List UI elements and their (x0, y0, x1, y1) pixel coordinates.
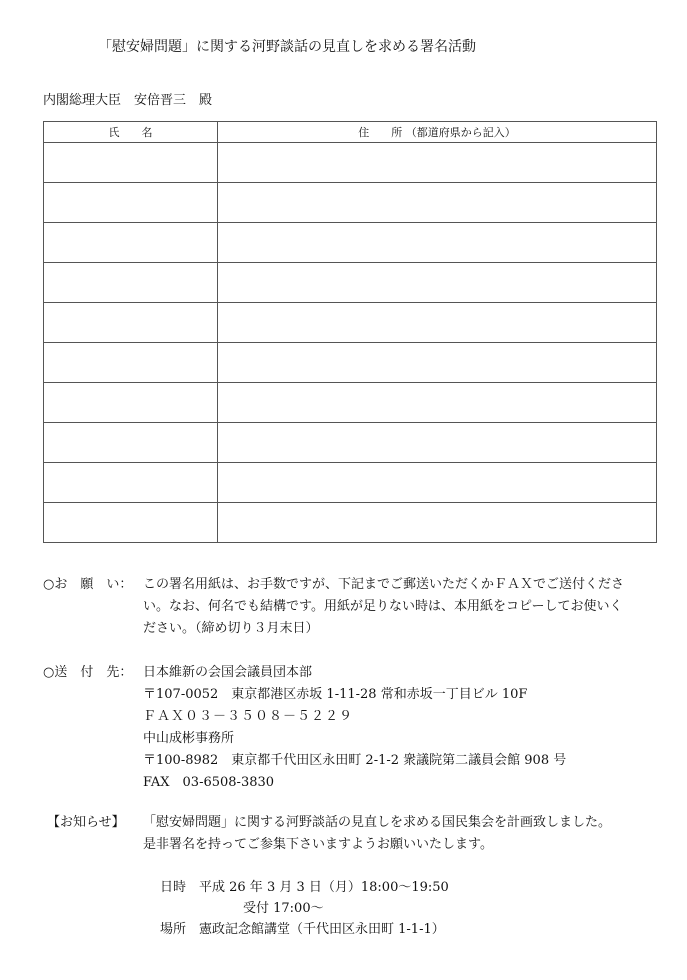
page-title: 「慰安婦問題」に関する河野談話の見直しを求める署名活動 (98, 39, 476, 55)
notice-line-1: 「慰安婦問題」に関する河野談話の見直しを求める国民集会を計画致しました。 (143, 815, 612, 830)
event-reception: 受付 17:00～ (243, 901, 324, 916)
signature-name-cell[interactable] (44, 303, 218, 343)
signature-address-cell[interactable] (218, 143, 657, 183)
signature-address-cell[interactable] (218, 263, 657, 303)
event-venue: 場所 憲政記念館講堂（千代田区永田町 1-1-1） (160, 922, 445, 937)
notice-label: 【お知らせ】 (47, 815, 125, 830)
signature-name-cell[interactable] (44, 503, 218, 543)
signature-address-cell[interactable] (218, 423, 657, 463)
signature-rows (44, 143, 657, 543)
send-to-office: 中山成彬事務所 (143, 731, 235, 746)
name-column-header: 氏 名 (44, 122, 218, 143)
signature-name-cell[interactable] (44, 383, 218, 423)
notice-line-2: 是非署名を持ってご参集下さいますようお願いいたします。 (143, 837, 493, 852)
signature-row (44, 183, 657, 223)
signature-row (44, 503, 657, 543)
address-header-note: （都道府県から記入） (405, 126, 516, 139)
signature-name-cell[interactable] (44, 463, 218, 503)
request-line-3: ださい。（締め切り３月末日） (143, 621, 319, 636)
signature-name-cell[interactable] (44, 143, 218, 183)
signature-address-cell[interactable] (218, 303, 657, 343)
signature-name-cell[interactable] (44, 343, 218, 383)
signature-name-cell[interactable] (44, 423, 218, 463)
address-header-label: 住 所 (358, 126, 403, 139)
signature-address-cell[interactable] (218, 343, 657, 383)
address-column-header (218, 122, 657, 143)
signature-address-cell[interactable] (218, 503, 657, 543)
signature-name-cell[interactable] (44, 183, 218, 223)
send-to-office-address: 〒100-8982 東京都千代田区永田町 2-1-2 衆議院第二議員会館 908 号 (143, 753, 567, 768)
request-label: ○お 願 い： (43, 577, 133, 592)
request-line-2: い。なお、何名でも結構です。用紙が足りない時は、本用紙をコピーしてお使いく (143, 599, 623, 614)
signature-name-cell[interactable] (44, 223, 218, 263)
send-to-office-fax: FAX 03-6508-3830 (143, 775, 275, 790)
signature-address-cell[interactable] (218, 463, 657, 503)
send-to-org-fax: ＦＡＸ０３－３５０８－５２２９ (143, 709, 354, 724)
event-date: 日時 平成 26 年 3 月 3 日（月）18:00～19:50 (160, 880, 449, 895)
signature-row (44, 463, 657, 503)
send-to-org: 日本維新の会国会議員団本部 (143, 665, 313, 680)
send-to-org-address: 〒107-0052 東京都港区赤坂 1-11-28 常和赤坂一丁目ビル 10F (143, 687, 528, 702)
signature-name-cell[interactable] (44, 263, 218, 303)
signature-row (44, 263, 657, 303)
request-line-1: この署名用紙は、お手数ですが、下記までご郵送いただくかＦＡＸでご送付くださ (143, 577, 625, 592)
signature-row (44, 223, 657, 263)
signature-row (44, 303, 657, 343)
signature-row (44, 143, 657, 183)
send-to-label: ○送 付 先： (43, 665, 133, 680)
signature-address-cell[interactable] (218, 223, 657, 263)
signature-row (44, 423, 657, 463)
signature-table (43, 121, 657, 543)
signature-row (44, 343, 657, 383)
signature-row (44, 383, 657, 423)
signature-address-cell[interactable] (218, 383, 657, 423)
signature-address-cell[interactable] (218, 183, 657, 223)
signature-table-header (44, 122, 657, 143)
addressee: 内閣総理大臣 安倍晋三 殿 (43, 93, 213, 108)
